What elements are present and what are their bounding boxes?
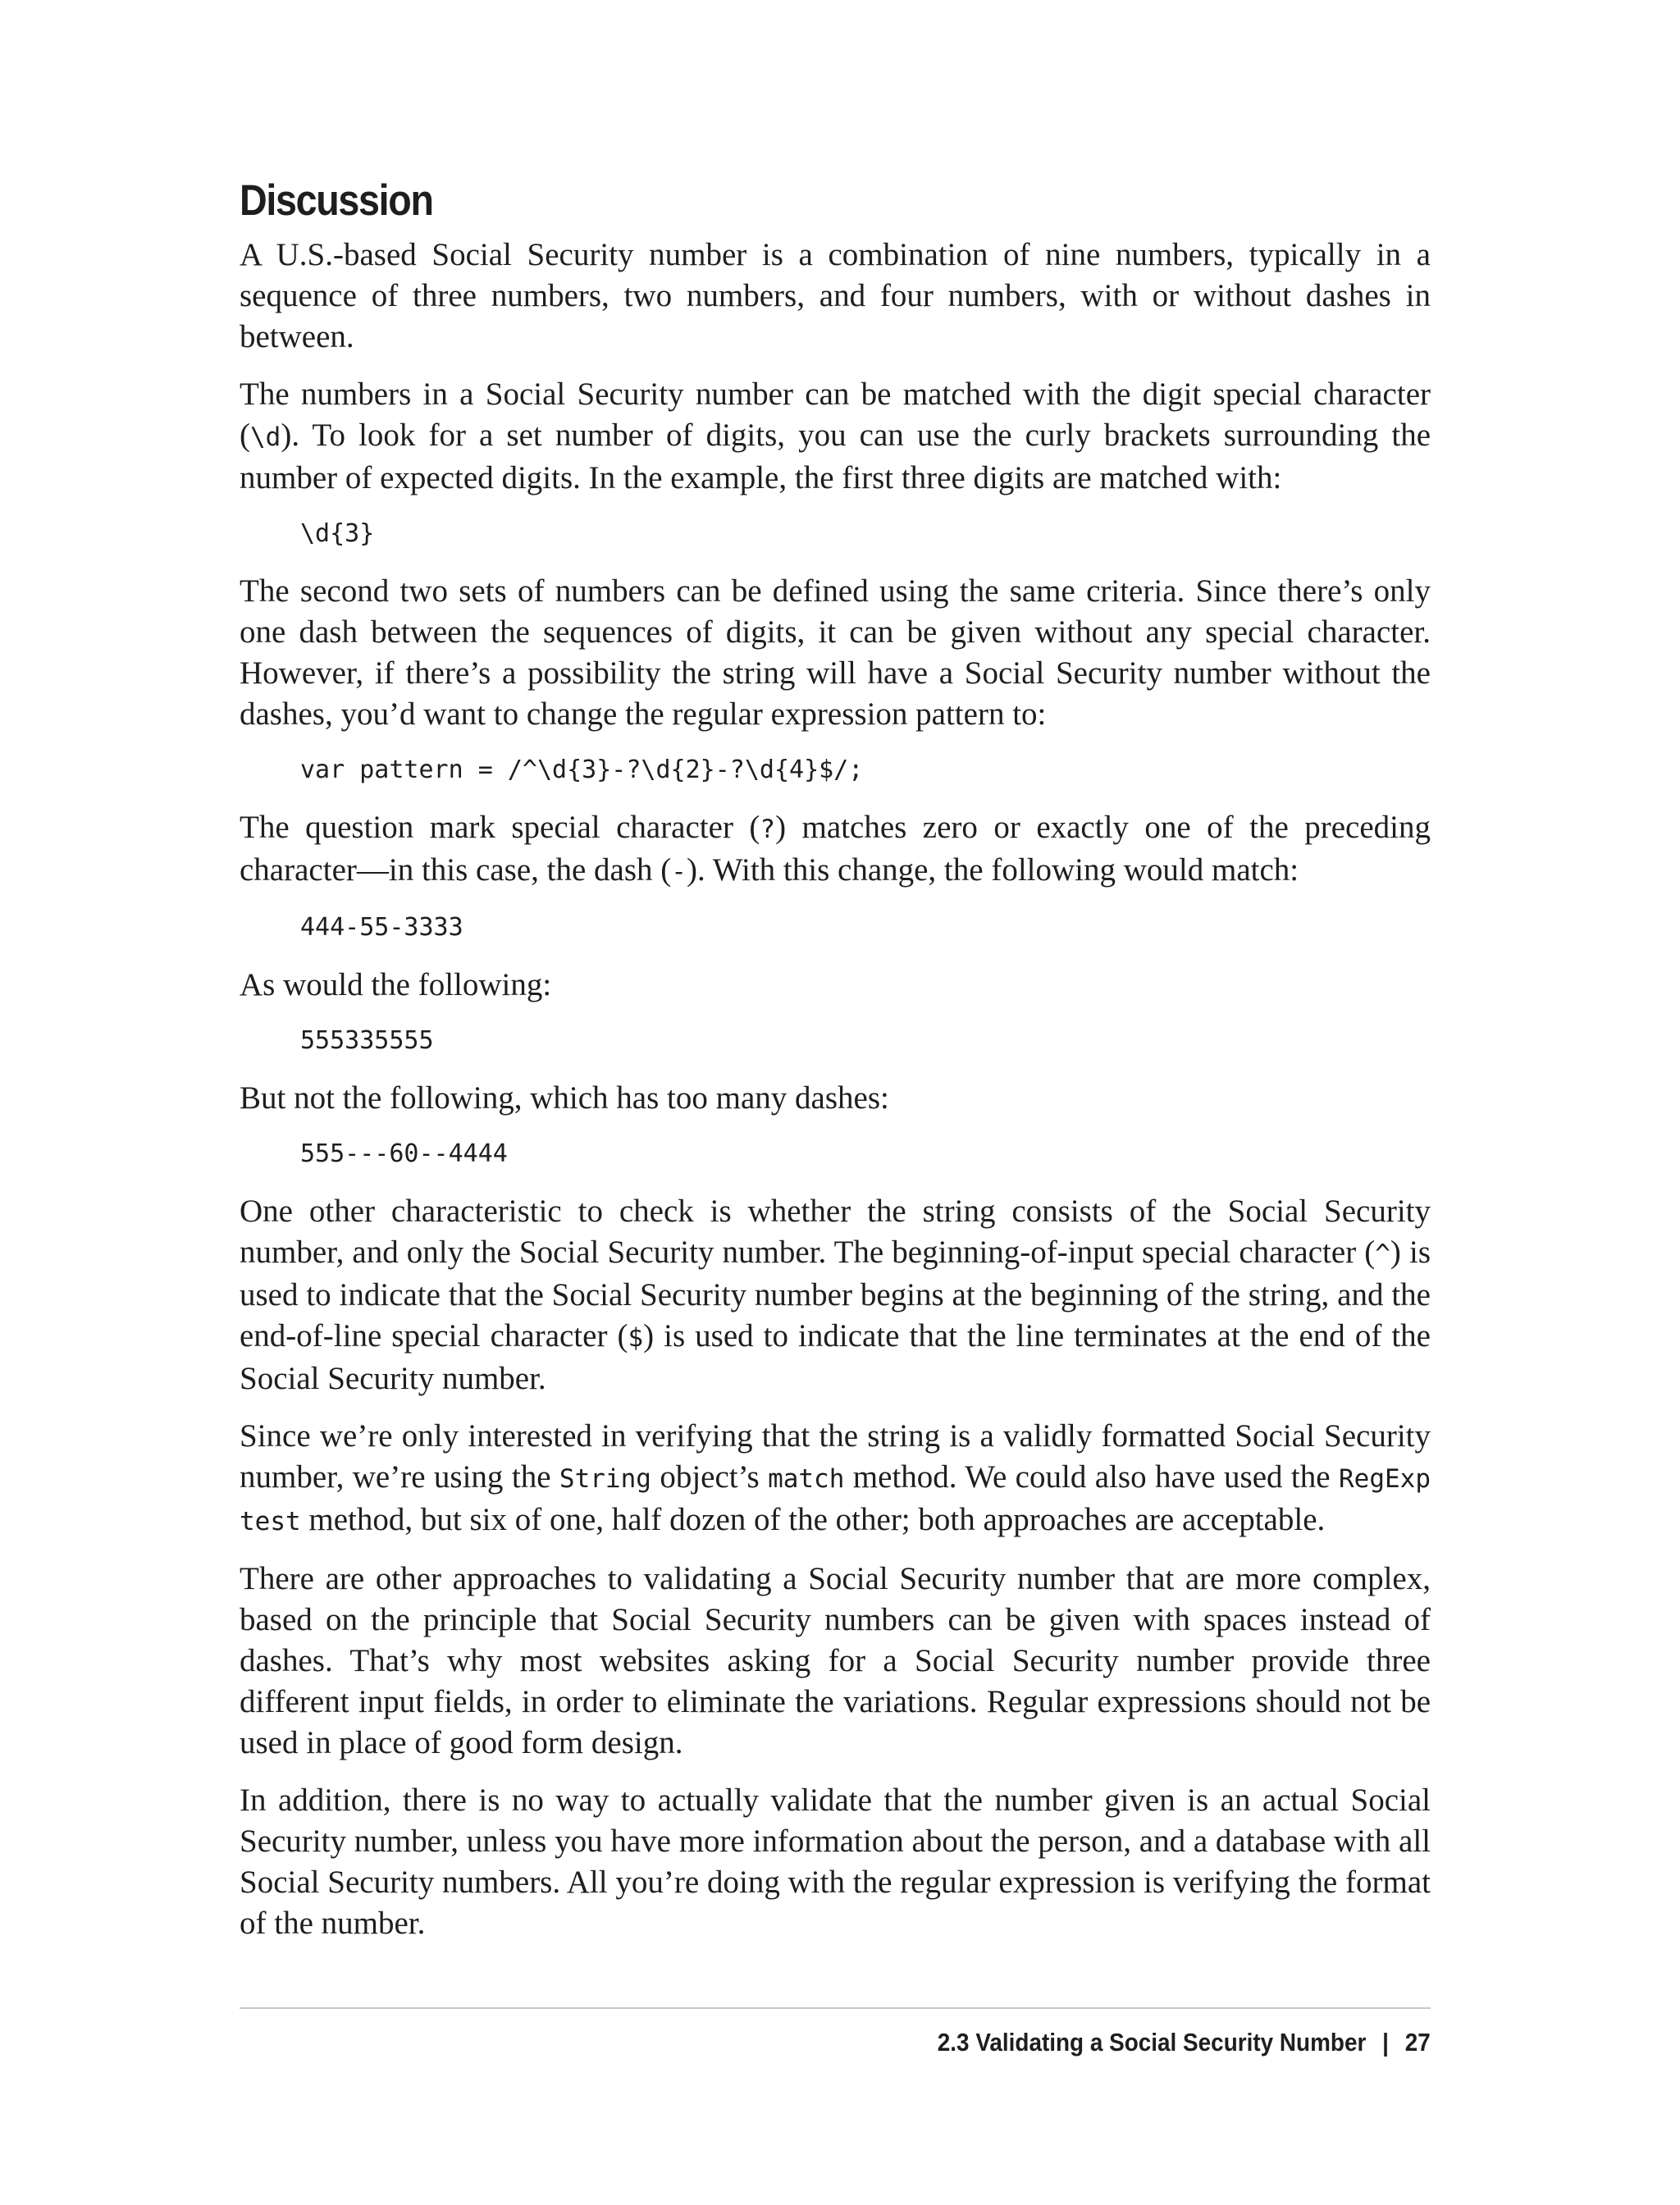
- paragraph-4-text-b: ) matches zero or exactly one of the preceding character—in this case, the dash (: [240, 810, 1431, 888]
- paragraph-2-text-b: ). To look for a set number of digits, you can use the curly brackets surrounding the number of expected digits. In the example, the first three digits are matched with:: [240, 418, 1431, 495]
- paragraph-1: A U.S.-based Social Security number is a combination of nine numbers, typically in a sequence of three numbers, two numbers, and four numbers, with or without dashes in between.: [240, 237, 1431, 354]
- paragraph-2-text-a: The numbers in a Social Security number can be matched with the digit special character (: [240, 377, 1431, 453]
- paragraph-8-text-a: Since we’re only interested in verifying that the string is a validly formatted Social Security number, we’re using the: [240, 1418, 1431, 1495]
- paragraph-8-text-d: method, but six of one, half dozen of the other; both approaches are acceptable.: [300, 1502, 1326, 1537]
- inline-code-question-mark: ?: [760, 815, 776, 844]
- inline-code-digit: \d: [250, 422, 281, 452]
- inline-code-dollar: $: [628, 1323, 644, 1353]
- page-footer: [938, 2026, 1431, 2059]
- footer-separator: |: [1382, 2028, 1390, 2057]
- paragraph-8-text-c: method. We could also have used the: [844, 1459, 1340, 1495]
- paragraph-9: There are other approaches to validating a Social Security number that are more complex, based on the principle that Social Security numbers can be given with spaces instead of dashes. That’s why most websites asking for a Social Security number provide three different input fields, in order to eliminate the variations. Regular expressions should not be used in place of good form design.: [240, 1561, 1431, 1760]
- paragraph-7-text-c: ) is used to indicate that the line terminates at the end of the Social Security number.: [240, 1318, 1431, 1396]
- paragraph-2: [240, 374, 1431, 499]
- paragraph-3: The second two sets of numbers can be defined using the same criteria. Since there’s only one dash between the sequences of digits, it can be given without any special character. However, if there’s a possibility the string will have a Social Security number without the dashes, you’d want to change the regular expression pattern to:: [240, 573, 1431, 732]
- inline-code-string: String: [559, 1464, 651, 1494]
- code-block-5: 555---60--4444: [300, 1139, 508, 1168]
- inline-code-caret: ^: [1375, 1239, 1390, 1269]
- paragraph-7-text-b: ) is used to indicate that the Social Security number begins at the beginning of the string, and the end-of-line special character (: [240, 1235, 1431, 1354]
- paragraph-4-text-a: The question mark special character (: [240, 810, 760, 845]
- paragraph-6: But not the following, which has too many dashes:: [240, 1080, 889, 1116]
- page-number: 27: [1404, 2028, 1431, 2057]
- paragraph-4: [240, 807, 1431, 892]
- paragraph-7: [240, 1191, 1431, 1399]
- paragraph-4-text-c: ). With this change, the following would match:: [686, 852, 1299, 888]
- inline-code-dash: -: [671, 857, 687, 887]
- section-heading: Discussion: [240, 176, 433, 225]
- paragraph-5: As would the following:: [240, 967, 552, 1002]
- paragraph-8-text-b: object’s: [651, 1459, 769, 1495]
- code-block-4: 555335555: [300, 1026, 434, 1055]
- page-body: [240, 176, 1431, 1961]
- paragraph-7-text-a: One other characteristic to check is whether the string consists of the Social Security number, and only the Social Security number. The beginning-of-input special character (: [240, 1194, 1431, 1270]
- inline-code-match: match: [768, 1464, 845, 1494]
- code-block-1: \d{3}: [300, 519, 375, 548]
- inline-code-regexp-test: RegExp test: [240, 1464, 1431, 1536]
- code-block-3: 444-55-3333: [300, 913, 463, 942]
- paragraph-8: [240, 1416, 1431, 1542]
- code-block-2: var pattern = /^\d{3}-?\d{2}-?\d{4}$/;: [300, 756, 864, 784]
- footer-divider: [240, 2007, 1431, 2009]
- paragraph-10: In addition, there is no way to actually validate that the number given is an actual Social Security number, unless you have more information about the person, and a database with all Social Security numbers. All you’re doing with the regular expression is verifying the format of the number.: [240, 1783, 1431, 1941]
- footer-section-title: 2.3 Validating a Social Security Number: [937, 2028, 1367, 2057]
